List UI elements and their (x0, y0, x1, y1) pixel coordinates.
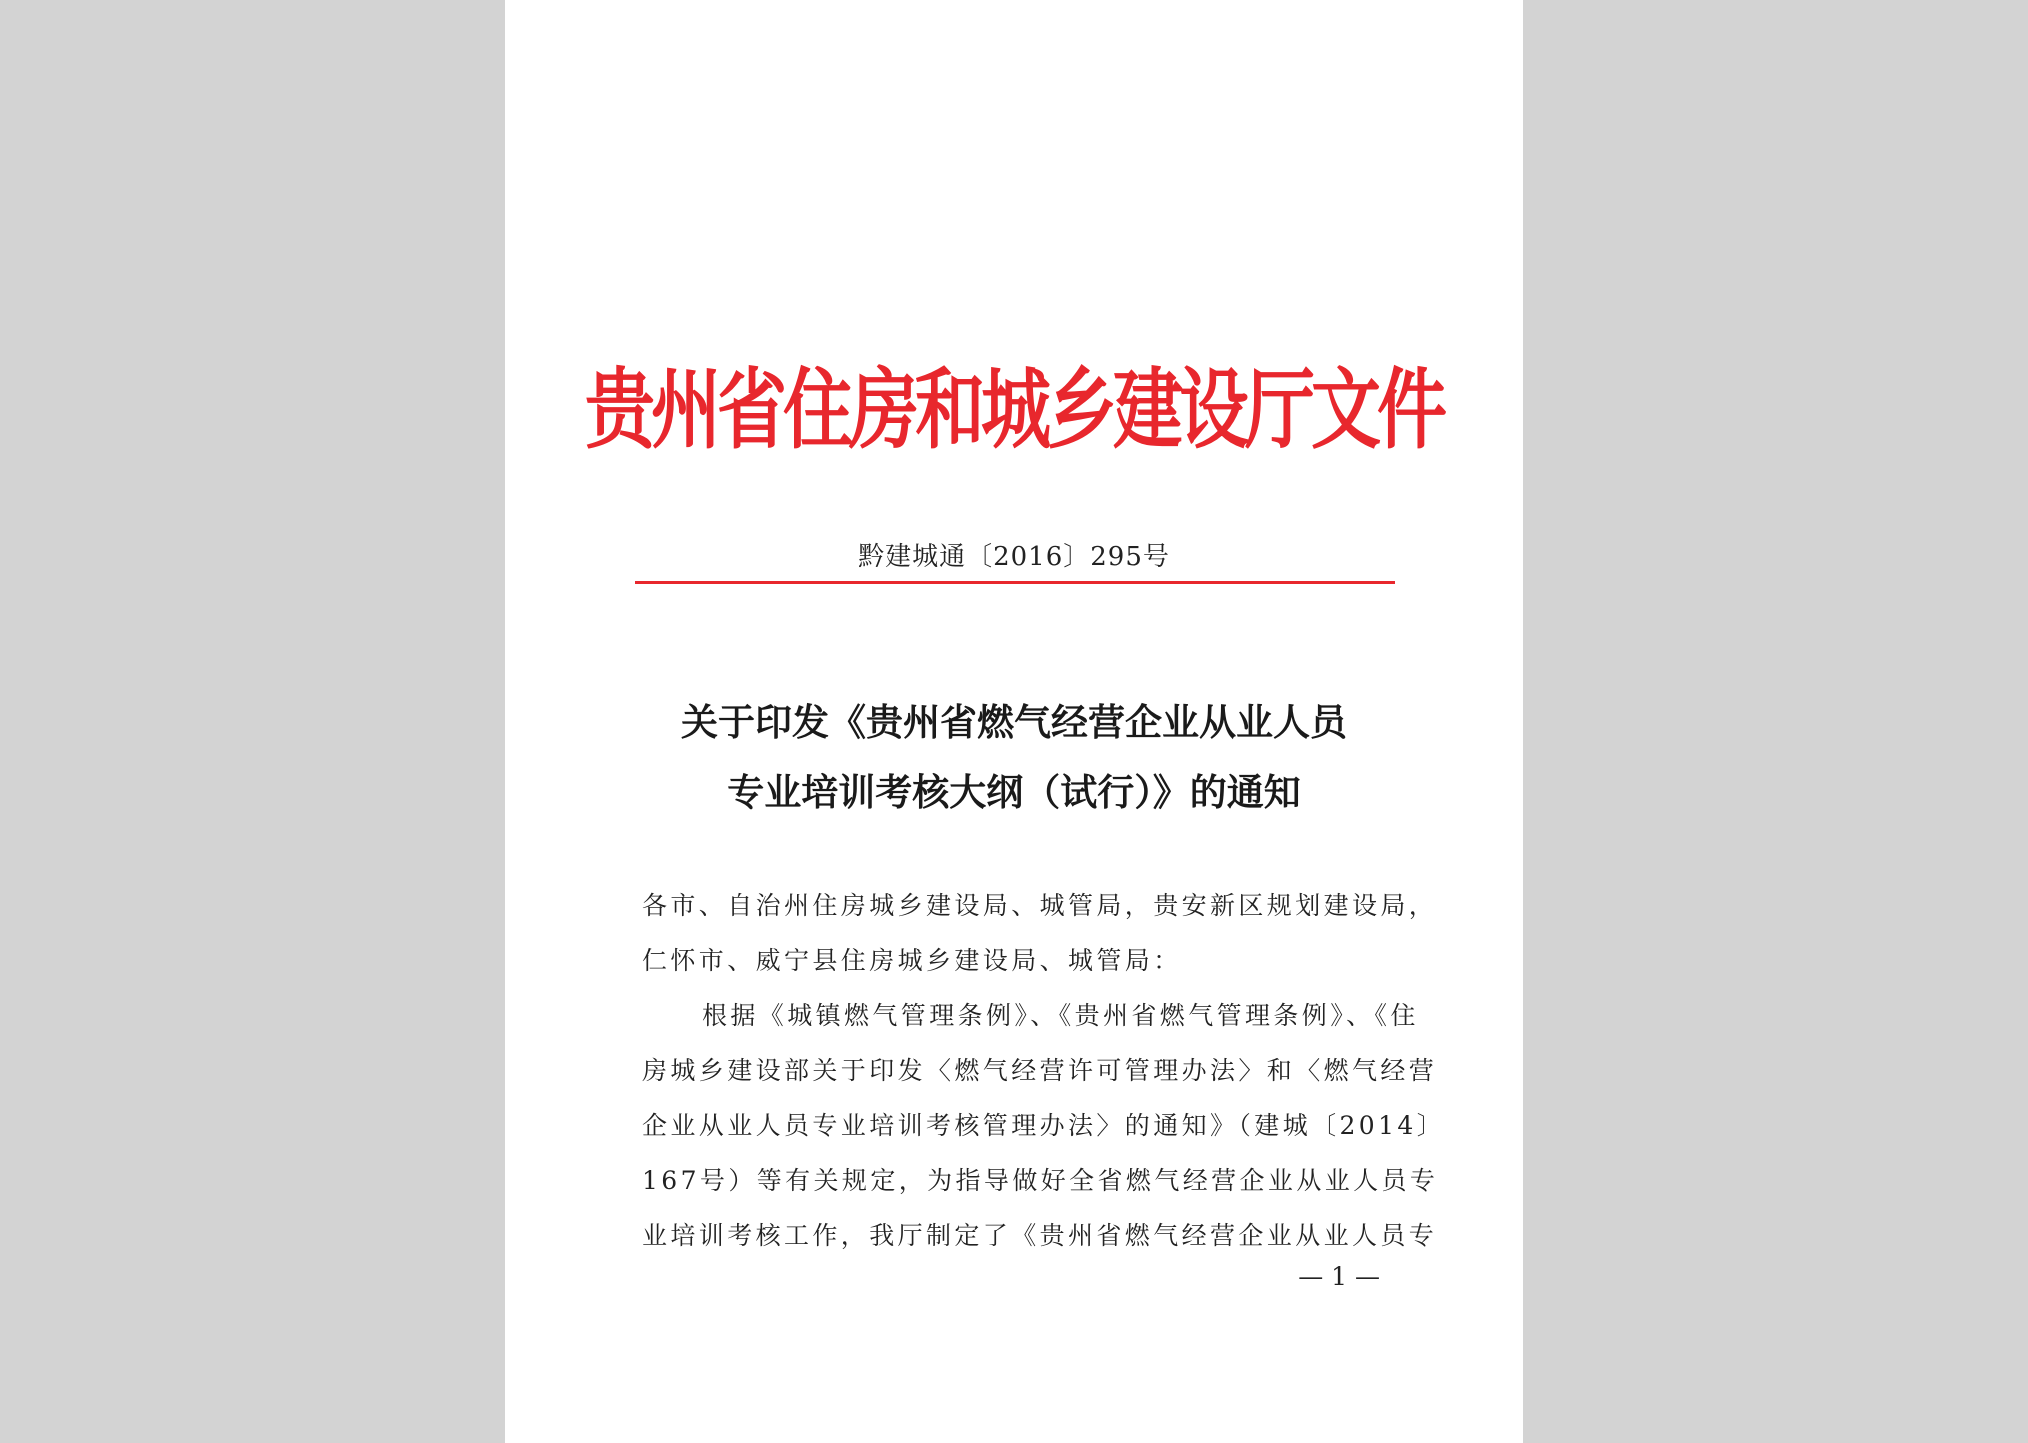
body-line: 根据《城镇燃气管理条例》、《贵州省燃气管理条例》、《住 (702, 1001, 1419, 1030)
document-header: 贵州省住房和城乡建设厅文件 (585, 358, 1443, 462)
page-number: — 1 — (1298, 1262, 1380, 1291)
addressee-line: 各市、自治州住房城乡建设局、城管局，贵安新区规划建设局， (642, 891, 1438, 920)
body-line: 房城乡建设部关于印发〈燃气经营许可管理办法〉和〈燃气经营 (642, 1056, 1438, 1085)
body-line: 企业从业人员专业培训考核管理办法〉的通知》（建城〔2014〕 (642, 1111, 1446, 1140)
header-divider (635, 581, 1395, 584)
title-line: 关于印发《贵州省燃气经营企业从业人员 (681, 701, 1347, 744)
document-number: 黔建城通〔2016〕295号 (858, 542, 1170, 572)
body-line: 业培训考核工作，我厅制定了《贵州省燃气经营企业从业人员专 (642, 1221, 1438, 1250)
body-line: 167号）等有关规定，为指导做好全省燃气经营企业从业人员专 (642, 1166, 1439, 1195)
title-line: 专业培训考核大纲（试行）》的通知 (727, 771, 1301, 814)
document-title (505, 688, 1523, 828)
document-body (642, 878, 1446, 1263)
addressee-line: 仁怀市、威宁县住房城乡建设局、城管局： (642, 946, 1182, 975)
document-page (505, 0, 1523, 1443)
